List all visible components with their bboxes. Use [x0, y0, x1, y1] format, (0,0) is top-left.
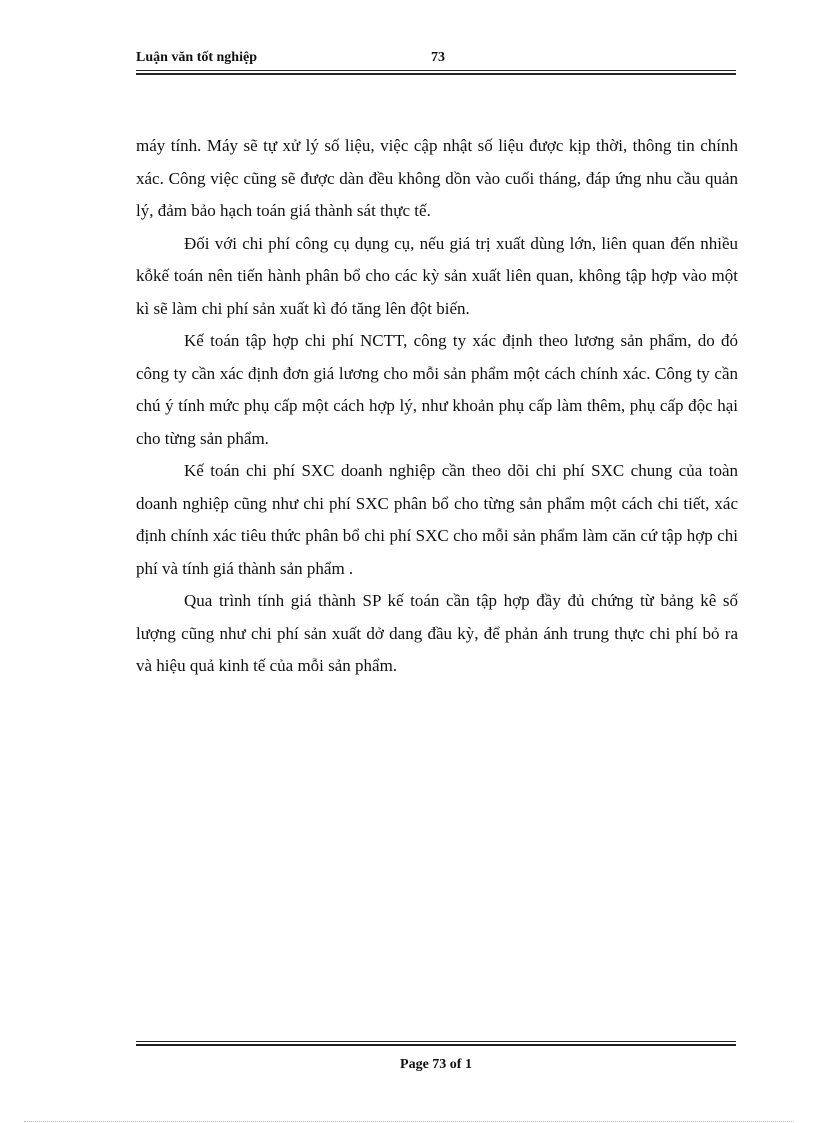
paragraph-labor-costs: Kế toán tập hợp chi phí NCTT, công ty xác định theo lương sản phẩm, do đó công ty cần xác định đơn giá lương cho mỗi sản phẩm một cách chính xác. Công ty cần chú ý tính mức phụ cấp một cách hợp lý, như khoản phụ cấp làm thêm, phụ cấp độc hại cho từng sản phẩm. [136, 331, 738, 448]
paragraph-overhead-costs: Kế toán chi phí SXC doanh nghiệp cần theo dõi chi phí SXC chung của toàn doanh nghiệp cũng như chi phí SXC phân bổ cho từng sản phẩm một cách chi tiết, xác định chính xác tiêu thức phân bổ chi phí SXC cho mỗi sản phẩm làm căn cứ tập hợp chi phí và tính giá thành sản phẩm . [136, 461, 738, 578]
paragraph-tools-costs: Đối với chi phí công cụ dụng cụ, nếu giá trị xuất dùng lớn, liên quan đến nhiều kỗkế toán nên tiến hành phân bổ cho các kỳ sản xuất liên quan, không tập hợp vào một kì sẽ làm chi phí sản xuất kì đó tăng lên đột biến. [136, 233, 738, 318]
page-edge-divider [24, 1121, 794, 1122]
header-rule [136, 70, 736, 75]
document-body [136, 130, 738, 683]
header-page-number: 73 [431, 50, 445, 65]
header-title: Luận văn tốt nghiệp [136, 50, 257, 65]
footer-rule [136, 1041, 736, 1046]
page-header [136, 50, 736, 68]
paragraph-continuation: máy tính. Máy sẽ tự xử lý số liệu, việc cập nhật số liệu được kịp thời, thông tin chính xác. Công việc cũng sẽ được dàn đều không dồn vào cuối tháng, đáp ứng nhu cầu quản lý, đảm bảo hạch toán giá thành sát thực tế. [136, 136, 738, 220]
page-footer: Page 73 of 1 [400, 1057, 472, 1072]
paragraph-costing-process: Qua trình tính giá thành SP kế toán cần tập hợp đầy đủ chứng từ bảng kê số lượng cũng như chi phí sản xuất dở dang đầu kỳ, để phản ánh trung thực chi phí bỏ ra và hiệu quả kinh tế của mỗi sản phẩm. [136, 591, 738, 675]
